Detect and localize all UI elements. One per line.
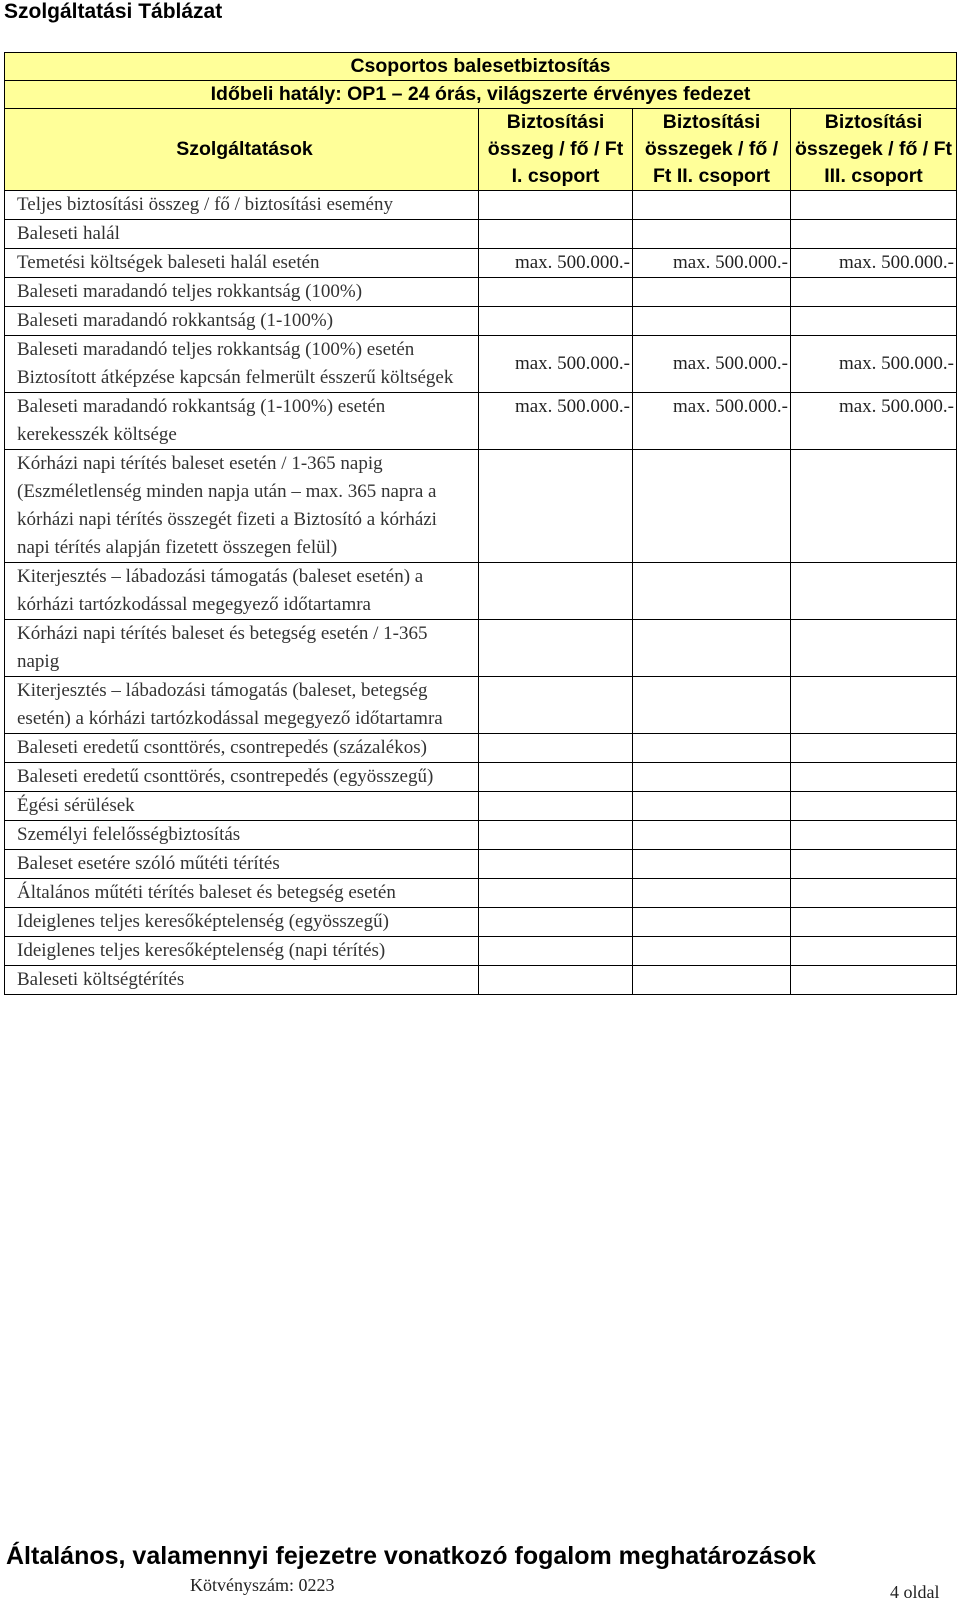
table-row	[5, 278, 957, 307]
amount-cell-group-2	[633, 966, 791, 995]
table-row	[5, 307, 957, 336]
amount-cell-group-3	[791, 792, 957, 821]
amount-cell-group-3	[791, 908, 957, 937]
amount-cell-group-3	[791, 821, 957, 850]
service-label: Kórházi napi térítés baleset esetén / 1-365 napig (Eszméletlenség minden napja után – max. 365 napra a kórházi napi térítés összegét fizeti a Biztosító a kórházi napi térítés alapján fizetett összegen felül)	[5, 450, 479, 563]
table-row	[5, 734, 957, 763]
table-row	[5, 563, 957, 620]
services-column-header: Szolgáltatások	[5, 109, 479, 191]
amount-cell-group-2	[633, 908, 791, 937]
amount-cell-group-1: max. 500.000.-	[479, 336, 633, 393]
amount-cell-group-3	[791, 563, 957, 620]
amount-cell-group-2	[633, 220, 791, 249]
service-label: Baleseti eredetű csonttörés, csontrepedés (százalékos)	[5, 734, 479, 763]
table-row	[5, 908, 957, 937]
amount-cell-group-3	[791, 879, 957, 908]
amount-cell-group-1	[479, 220, 633, 249]
amount-cell-group-1	[479, 966, 633, 995]
page-number: 4 oldal	[890, 1582, 940, 1602]
service-label: Ideiglenes teljes keresőképtelenség (napi térítés)	[5, 937, 479, 966]
section-heading: Általános, valamennyi fejezetre vonatkozó fogalom meghatározások	[6, 1542, 816, 1570]
amount-cell-group-2: max. 500.000.-	[633, 393, 791, 450]
table-row	[5, 336, 957, 393]
amount-cell-group-2	[633, 792, 791, 821]
table-column-header-row	[5, 109, 957, 191]
page-title: Szolgáltatási Táblázat	[4, 0, 223, 23]
table-row	[5, 677, 957, 734]
service-label: Égési sérülések	[5, 792, 479, 821]
table-row	[5, 792, 957, 821]
table-row	[5, 763, 957, 792]
amount-cell-group-2	[633, 278, 791, 307]
column-header-group-1	[479, 109, 633, 191]
service-table	[4, 52, 957, 995]
amount-cell-group-2: max. 500.000.-	[633, 249, 791, 278]
amount-cell-group-1	[479, 563, 633, 620]
service-label: Baleseti maradandó rokkantság (1-100%)	[5, 307, 479, 336]
service-label: Baleseti maradandó teljes rokkantság (100%) esetén Biztosított átképzése kapcsán felmerült ésszerű költségek	[5, 336, 479, 393]
amount-cell-group-1	[479, 677, 633, 734]
table-row	[5, 393, 957, 450]
amount-cell-group-3: max. 500.000.-	[791, 249, 957, 278]
table-row	[5, 966, 957, 995]
table-row	[5, 220, 957, 249]
amount-cell-group-2	[633, 879, 791, 908]
amount-cell-group-3	[791, 620, 957, 677]
amount-cell-group-3	[791, 220, 957, 249]
policy-number: Kötvényszám: 0223	[190, 1575, 335, 1595]
table-row	[5, 191, 957, 220]
column-header-label: Biztosítási összegek / fő / Ft II. csoport	[644, 111, 779, 187]
table-row	[5, 249, 957, 278]
amount-cell-group-2	[633, 850, 791, 879]
table-row	[5, 620, 957, 677]
amount-cell-group-3	[791, 677, 957, 734]
amount-cell-group-2	[633, 763, 791, 792]
service-label: Baleseti maradandó teljes rokkantság (100%)	[5, 278, 479, 307]
service-label: Kiterjesztés – lábadozási támogatás (baleset esetén) a kórházi tartózkodással megegyező időtartamra	[5, 563, 479, 620]
amount-cell-group-1	[479, 850, 633, 879]
amount-cell-group-1	[479, 734, 633, 763]
amount-cell-group-2	[633, 937, 791, 966]
amount-cell-group-1	[479, 879, 633, 908]
service-label: Baleseti maradandó rokkantság (1-100%) esetén kerekesszék költsége	[5, 393, 479, 450]
service-label: Teljes biztosítási összeg / fő / biztosítási esemény	[5, 191, 479, 220]
amount-cell-group-1: max. 500.000.-	[479, 249, 633, 278]
amount-cell-group-2	[633, 450, 791, 563]
service-label: Baleseti halál	[5, 220, 479, 249]
amount-cell-group-2	[633, 307, 791, 336]
amount-cell-group-3	[791, 278, 957, 307]
service-label: Ideiglenes teljes keresőképtelenség (egyösszegű)	[5, 908, 479, 937]
table-header-row-1	[5, 53, 957, 81]
amount-cell-group-1	[479, 450, 633, 563]
table-body	[5, 191, 957, 995]
table-header-subtitle: Időbeli hatály: OP1 – 24 órás, világszerte érvényes fedezet	[5, 81, 957, 109]
service-label: Személyi felelősségbiztosítás	[5, 821, 479, 850]
amount-cell-group-3: max. 500.000.-	[791, 393, 957, 450]
amount-cell-group-1	[479, 307, 633, 336]
amount-cell-group-2	[633, 191, 791, 220]
amount-cell-group-3	[791, 307, 957, 336]
service-label: Kiterjesztés – lábadozási támogatás (baleset, betegség esetén) a kórházi tartózkodással megegyező időtartamra	[5, 677, 479, 734]
amount-cell-group-1	[479, 792, 633, 821]
amount-cell-group-1	[479, 908, 633, 937]
table-row	[5, 450, 957, 563]
amount-cell-group-2	[633, 734, 791, 763]
service-label: Baleset esetére szóló műtéti térítés	[5, 850, 479, 879]
column-header-group-2	[633, 109, 791, 191]
service-label: Temetési költségek baleseti halál esetén	[5, 249, 479, 278]
amount-cell-group-2: max. 500.000.-	[633, 336, 791, 393]
service-label: Kórházi napi térítés baleset és betegség esetén / 1-365 napig	[5, 620, 479, 677]
table-row	[5, 821, 957, 850]
column-header-label: Biztosítási összegek / fő / Ft III. csoport	[794, 111, 953, 187]
table-row	[5, 937, 957, 966]
amount-cell-group-2	[633, 677, 791, 734]
amount-cell-group-1: max. 500.000.-	[479, 393, 633, 450]
amount-cell-group-3	[791, 966, 957, 995]
table-row	[5, 850, 957, 879]
amount-cell-group-3	[791, 734, 957, 763]
amount-cell-group-1	[479, 191, 633, 220]
column-header-group-3	[791, 109, 957, 191]
service-label: Baleseti eredetű csonttörés, csontrepedés (egyösszegű)	[5, 763, 479, 792]
amount-cell-group-3: max. 500.000.-	[791, 336, 957, 393]
service-label: Általános műtéti térítés baleset és betegség esetén	[5, 879, 479, 908]
table-row	[5, 879, 957, 908]
amount-cell-group-1	[479, 278, 633, 307]
amount-cell-group-1	[479, 763, 633, 792]
amount-cell-group-3	[791, 763, 957, 792]
amount-cell-group-3	[791, 191, 957, 220]
amount-cell-group-3	[791, 850, 957, 879]
table-header-row-2	[5, 81, 957, 109]
table-header-title: Csoportos balesetbiztosítás	[5, 53, 957, 81]
service-label: Baleseti költségtérítés	[5, 966, 479, 995]
amount-cell-group-1	[479, 937, 633, 966]
amount-cell-group-1	[479, 821, 633, 850]
amount-cell-group-3	[791, 450, 957, 563]
amount-cell-group-2	[633, 563, 791, 620]
column-header-label: Biztosítási összeg / fő / Ft I. csoport	[487, 111, 624, 187]
amount-cell-group-2	[633, 620, 791, 677]
amount-cell-group-3	[791, 937, 957, 966]
amount-cell-group-2	[633, 821, 791, 850]
amount-cell-group-1	[479, 620, 633, 677]
